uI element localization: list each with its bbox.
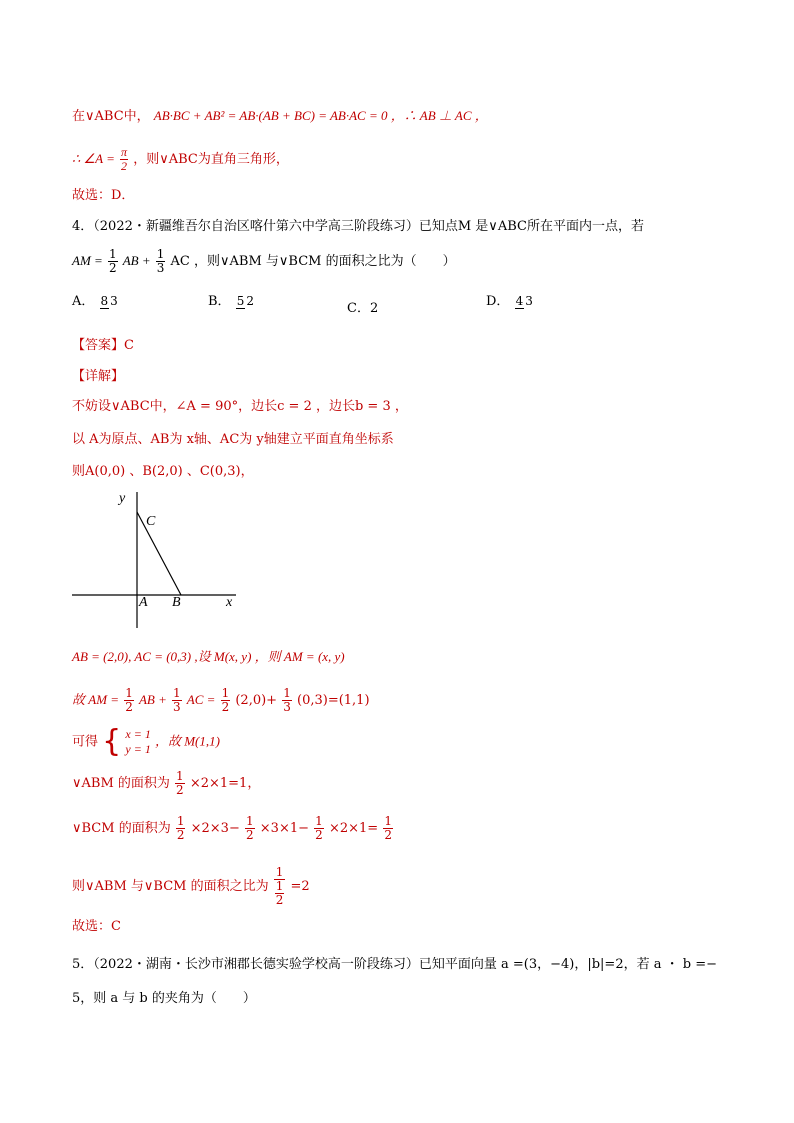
- d9-suffix: =2: [290, 879, 310, 894]
- detail-line-1: 不妨设∨ABC中，∠A = 90°，边长c = 2 ，边长b = 3 ，: [72, 399, 408, 414]
- frac-den: 3: [525, 294, 533, 308]
- segment-cb: [137, 512, 181, 595]
- frac-num: 1: [176, 769, 184, 783]
- brace-icon: {: [102, 724, 122, 759]
- q4-choice: 故选：C: [72, 919, 121, 934]
- frac-den: 3: [110, 294, 118, 308]
- d8-part1: ×2×3−: [190, 821, 240, 836]
- frac-den: 2: [246, 294, 254, 308]
- point-label-b: B: [172, 595, 181, 610]
- prev-line-1-prefix: 在∨ABC中，: [72, 109, 150, 124]
- q5-line-1: 5．（2022・湖南・长沙市湘郡长德实验学校高一阶段练习）已知平面向量 a =(3，−4)，|b|=2，若 a ・ b =−: [72, 957, 717, 972]
- prev-line-1-formula: AB·BC + AB² = AB·(AB + BC) = AB·AC = 0 ，∴ AB ⊥ AC ，: [153, 108, 488, 123]
- frac-den: 2: [108, 261, 117, 275]
- frac-num: 5: [236, 294, 245, 308]
- answer-value: C: [124, 338, 134, 353]
- d5-mid3: (2,0)+: [235, 693, 278, 708]
- half-fraction: [383, 815, 393, 842]
- frac-num: 1: [125, 686, 133, 700]
- d8-part3: ×2×1=: [328, 821, 379, 836]
- option-d: [486, 293, 535, 310]
- frac-num: 4: [515, 294, 524, 308]
- d5-mid1: AB +: [138, 692, 167, 707]
- q4-eq-mid: AB +: [122, 253, 151, 268]
- d7-suffix: ×2×1=1，: [189, 776, 261, 791]
- frac-den: 2: [221, 700, 230, 714]
- equation-system: [125, 727, 150, 757]
- coordinate-graph: [66, 482, 246, 630]
- axis-label-y: y: [119, 491, 126, 506]
- frac-den: 3: [173, 700, 181, 714]
- frac-den: 3: [156, 261, 165, 275]
- frac-num: 1: [108, 247, 117, 261]
- point-label-a: A: [139, 595, 148, 610]
- frac-den: 2: [246, 828, 254, 842]
- frac-num: 1: [275, 879, 284, 893]
- detail-line-9: [72, 866, 310, 907]
- frac-num: 1: [173, 686, 181, 700]
- detail-line-5: [72, 687, 370, 714]
- frac-num: 1: [221, 686, 230, 700]
- q4-frac-1: [108, 248, 118, 275]
- half-fraction: [175, 770, 185, 797]
- detail-line-8: [72, 815, 394, 842]
- third-fraction: [282, 687, 292, 714]
- d5-mid2: AC =: [186, 692, 216, 707]
- frac-den: 3: [283, 700, 291, 714]
- d8-part2: ×3×1−: [259, 821, 310, 836]
- option-label: A．: [72, 293, 95, 309]
- compound-fraction: [274, 866, 286, 907]
- prev-choice: 故选：D．: [72, 188, 135, 203]
- detail-line-4: AB = (2,0), AC = (0,3) ,设 M(x, y) ，则 AM = (x, y): [72, 649, 345, 664]
- prev-line-2: [72, 146, 289, 173]
- frac-num: π: [121, 145, 128, 159]
- compound-num: 1: [275, 865, 284, 879]
- d5-prefix: 故 AM =: [72, 692, 120, 707]
- option-b: [208, 293, 256, 310]
- option-a: [72, 293, 120, 310]
- frac-den: 2: [384, 828, 392, 842]
- detail-line-2: 以 A为原点、AB为 x轴、AC为 y轴建立平面直角坐标系: [72, 432, 394, 447]
- d8-prefix: ∨BCM 的面积为: [72, 821, 171, 836]
- answer-tag: 【答案】: [72, 338, 125, 353]
- detail-line-7: [72, 770, 260, 797]
- q4-equation: [72, 248, 456, 275]
- half-fraction: [221, 687, 231, 714]
- q4-frac-2: [156, 248, 166, 275]
- q4-eq-suffix: AC ，则∨ABM 与∨BCM 的面积之比为（ ）: [170, 254, 456, 269]
- d7-prefix: ∨ABM 的面积为: [72, 776, 170, 791]
- frac-den: 2: [125, 700, 133, 714]
- d6-suffix: ，故 M(1,1): [154, 733, 220, 749]
- half-fraction: [176, 815, 186, 842]
- system-eq-2: y = 1: [125, 742, 151, 756]
- option-c: [347, 301, 378, 317]
- d6-prefix: 可得: [72, 734, 99, 750]
- q5-line-2: 5，则 a 与 b 的夹角为（ ）: [72, 991, 256, 1006]
- system-eq-1: x = 1: [125, 727, 151, 741]
- third-fraction: [172, 687, 182, 714]
- frac-num: 1: [384, 814, 392, 828]
- d5-suffix: (0,3)=(1,1): [297, 693, 370, 708]
- frac-num: 1: [246, 814, 254, 828]
- prev-line-1: [72, 108, 488, 125]
- half-fraction: [314, 815, 324, 842]
- compound-den: [274, 880, 286, 907]
- half-fraction: [275, 880, 285, 907]
- detail-line-3: 则A(0,0) 、B(2,0) 、C(0,3)，: [72, 464, 254, 479]
- option-frac: [515, 293, 534, 309]
- option-frac: [100, 293, 119, 309]
- prev-line-2-suffix: ，则∨ABC为直角三角形，: [133, 152, 289, 167]
- detail-line-6: [72, 724, 220, 759]
- option-frac: [236, 293, 255, 309]
- pi-over-2-fraction: [120, 146, 128, 173]
- half-fraction: [124, 687, 134, 714]
- frac-num: 1: [283, 686, 291, 700]
- frac-num: 1: [156, 247, 165, 261]
- point-label-c: C: [146, 514, 156, 529]
- detail-tag: 【详解】: [72, 369, 125, 384]
- option-label: D．: [486, 293, 510, 309]
- frac-num: 1: [315, 814, 323, 828]
- q4-head: 4．（2022・新疆维吾尔自治区喀什第六中学高三阶段练习）已知点M 是∨ABC所在平面内一点，若: [72, 219, 644, 234]
- d9-prefix: 则∨ABM 与∨BCM 的面积之比为: [72, 879, 269, 894]
- frac-den: 2: [315, 828, 323, 842]
- answer-line: [72, 338, 134, 354]
- axis-label-x: x: [226, 595, 233, 610]
- frac-den: 2: [176, 783, 184, 797]
- prev-line-2-prefix: ∴ ∠A =: [72, 151, 115, 166]
- q4-eq-prefix: AM =: [72, 253, 103, 268]
- frac-den: 2: [176, 828, 185, 842]
- frac-den: 2: [121, 159, 128, 173]
- frac-den: 2: [275, 893, 284, 907]
- frac-num: 1: [176, 814, 185, 828]
- option-label: C．2: [347, 301, 379, 316]
- frac-num: 8: [100, 294, 109, 308]
- half-fraction: [245, 815, 255, 842]
- option-label: B．: [208, 293, 231, 309]
